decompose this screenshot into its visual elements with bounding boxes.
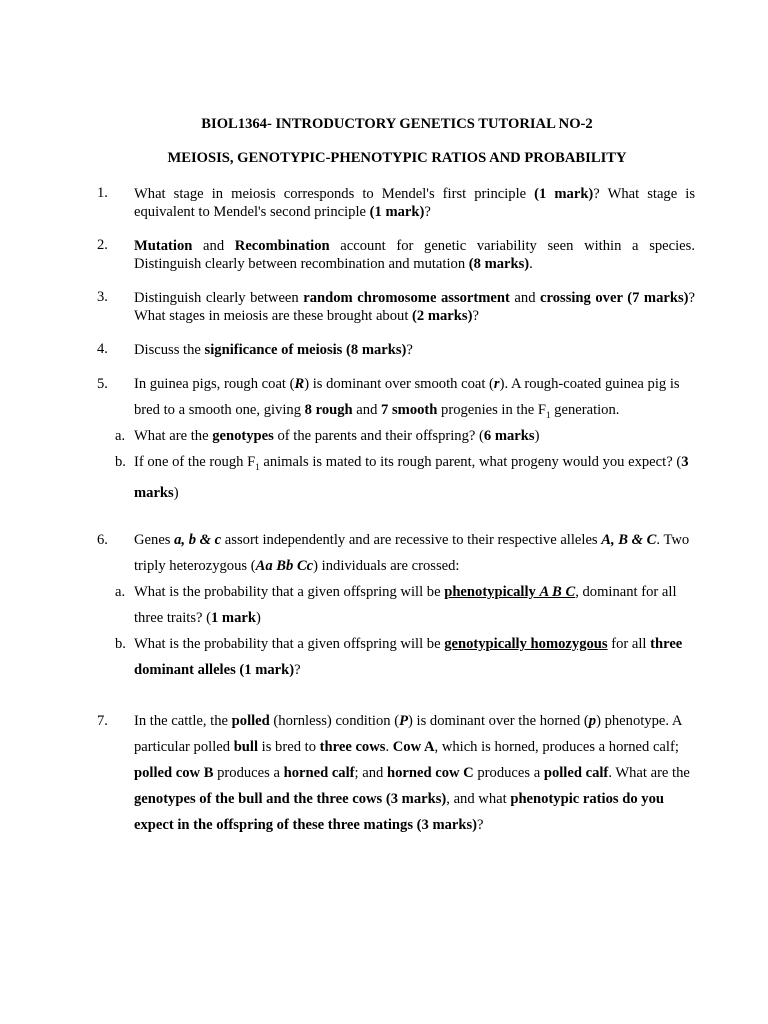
subquestion-text: What are the genotypes of the parents and their offspring? (6 marks) <box>134 428 540 444</box>
subquestion-label: b. <box>115 636 126 652</box>
question-number: 3. <box>97 289 108 305</box>
document-title: BIOL1364- INTRODUCTORY GENETICS TUTORIAL NO-2 <box>201 116 593 132</box>
question-number: 5. <box>97 376 108 392</box>
subquestion-label: a. <box>115 428 126 444</box>
question-text: Mutation and Recombination account for genetic variability seen within a species. Distinguish clearly between recombination and mutation (8 marks). <box>134 238 695 272</box>
question-text: In the cattle, the polled (hornless) condition (P) is dominant over the horned (p) phenotype. A particular polled bull is bred to three cows. Cow A, which is horned, produces a horned calf; polled cow B produces a horned calf; and horned cow C produces a polled calf. What are the genotypes of the bull and the three cows (3 marks), and what phenotypic ratios do you expect in the offspring of these three matings (3 marks)? <box>134 713 690 833</box>
question-number: 7. <box>97 713 108 729</box>
question-number: 6. <box>97 532 108 548</box>
question-number: 4. <box>97 341 108 357</box>
question-number: 2. <box>97 237 108 253</box>
subquestion-text: If one of the rough $F_1$ animals is mated to its rough parent, what progeny would you expect? (3 marks) <box>134 454 689 501</box>
subquestion-label: b. <box>115 454 126 470</box>
question-text: Discuss the significance of meiosis (8 marks)? <box>134 342 413 358</box>
subquestion-text: What is the probability that a given offspring will be genotypically homozygous for all three dominant alleles (1 mark)? <box>134 636 683 678</box>
subquestion-label: a. <box>115 584 126 600</box>
subquestion-text: What is the probability that a given offspring will be phenotypically A B C, dominant for all three traits? (1 mark) <box>134 584 677 626</box>
question-number: 1. <box>97 185 108 201</box>
question-text: Distinguish clearly between random chromosome assortment and crossing over (7 marks)? What stages in meiosis are these brought about (2 marks)? <box>134 290 695 324</box>
document-subtitle: MEIOSIS, GENOTYPIC-PHENOTYPIC RATIOS AND PROBABILITY <box>167 150 627 166</box>
question-text: What stage in meiosis corresponds to Mendel's first principle (1 mark)? What stage is equivalent to Mendel's second principle (1 mark)? <box>134 186 695 220</box>
question-text: In guinea pigs, rough coat (R) is dominant over smooth coat (r). A rough-coated guinea pig is bred to a smooth one, giving 8 rough and 7 smooth progenies in the $F_1$ generation. <box>134 376 680 420</box>
question-text: Genes a, b & c assort independently and are recessive to their respective alleles A, B & C. Two triply heterozygous (Aa Bb Cc) individuals are crossed: <box>134 532 690 574</box>
